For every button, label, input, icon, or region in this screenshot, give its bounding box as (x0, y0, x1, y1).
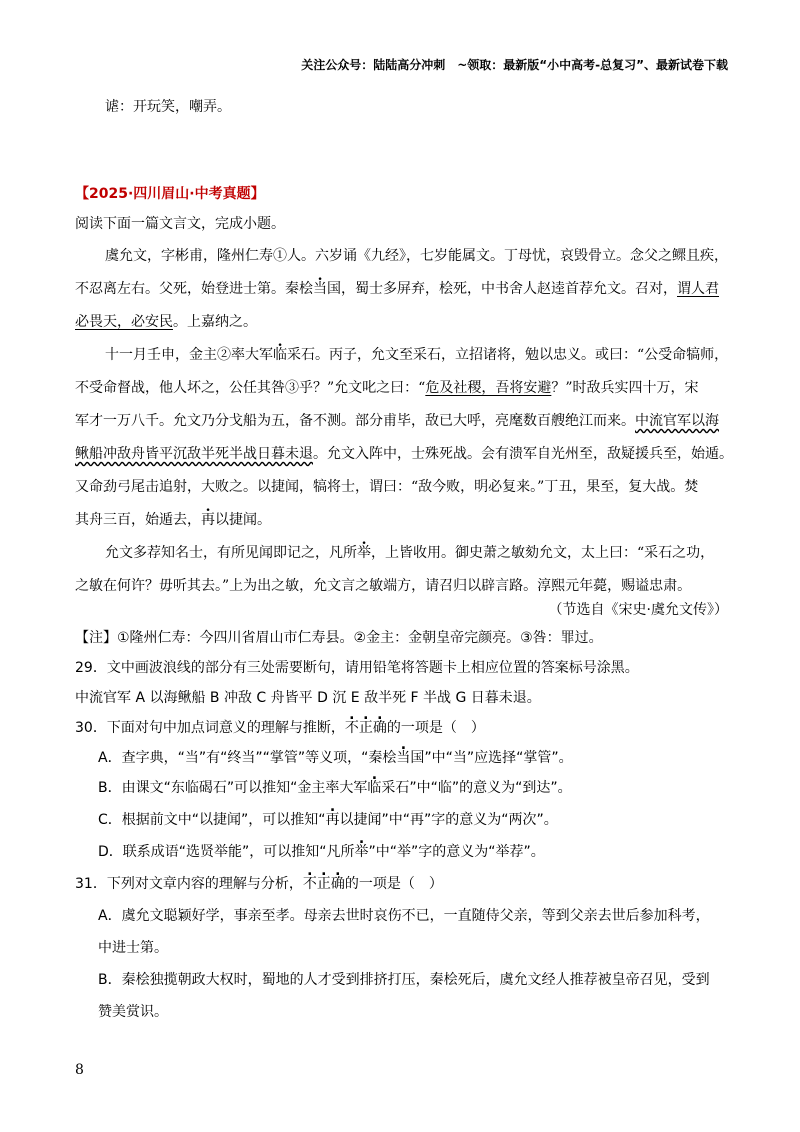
passage-line: 军才一万八千。允文乃分戈船为五，备不测。部分甫毕，敌已大呼，亮麾数百艘绝江而来。中流官军以海 (75, 413, 719, 429)
dotted-char: 再 (201, 512, 215, 528)
question-29-stem: 29．文中画波浪线的部分有三处需要断句，请用铅笔将答题卡上相应位置的答案标号涂黑。 (75, 660, 639, 676)
passage-line: 之敏在何许？毋听其去。”上为出之敏，允文言之敏端方，请召归以辟言路。淳熙元年薨，赐谥忠肃。 (75, 578, 692, 594)
question-31-stem: 31．下列对文章内容的理解与分析，不正确的一项是（ ） (75, 876, 443, 892)
notes: 【注】①隆州仁寿：今四川省眉山市仁寿县。②金主：金朝皇帝完颜亮。③咎：罪过。 (75, 630, 603, 646)
underlined-sentence: 谓人君 (677, 281, 719, 297)
question-30-option-a: A．查字典，“当”有“终当”“掌管”等义项，“秦桧当国”中“当”应选择“掌管”。 (98, 750, 573, 766)
passage-line: 不受命督战，他人坏之，公任其咎③乎？”允文叱之曰：“危及社稷，吾将安避？”时敌兵实四十万，宋 (75, 380, 699, 396)
question-31-option-a-cont: 中进士第。 (98, 940, 168, 956)
question-29-text: 中流官军 A 以海鳅船 B 冲敌 C 舟皆平 D 沉 E 敌半死 F 半战 G 日暮未退。 (75, 690, 541, 706)
question-31-option-b: B．秦桧独揽朝政大权时，蜀地的人才受到排挤打压，秦桧死后，虞允文经人推荐被皇帝召见，受到 (98, 972, 710, 988)
passage-line: 其舟三百，始遁去，再以捷闻。 (75, 512, 271, 528)
page-header: 关注公众号：陆陆高分冲刺 ~领取：最新版“小中高考-总复习”、最新试卷下载 (301, 58, 728, 72)
dotted-char: 临 (273, 347, 287, 363)
passage-line: 不忍离左右。父死，始登进士第。秦桧当国，蜀士多屏弃，桧死，中书舍人赵逵首荐允文。召对，谓人君 (75, 281, 719, 297)
question-30-option-d: D．联系成语“选贤举能”，可以推知“凡所举”中“举”字的意义为“举荐”。 (98, 844, 545, 860)
previous-note: 谑：开玩笑，嘲弄。 (105, 99, 231, 115)
source-tag: 【2025·四川眉山·中考真题】 (75, 186, 265, 202)
question-31-option-b-cont: 赞美赏识。 (98, 1004, 168, 1020)
question-30-option-b: B．由课文“东临碣石”可以推知“金主率大军临采石”中“临”的意义为“到达”。 (98, 780, 572, 796)
page-number: 8 (75, 1062, 84, 1078)
dotted-char: 当 (313, 281, 327, 297)
question-30-stem: 30．下面对句中加点词意义的理解与推断，不正确的一项是（ ） (75, 720, 485, 736)
passage-line: 虞允文，字彬甫，隆州仁寿①人。六岁诵《九经》，七岁能属文。丁母忧，哀毁骨立。念父之鳏且疾， (105, 248, 728, 264)
passage-line: 十一月壬申，金主②率大军临采石。丙子，允文至采石，立招诸将，勉以忠义。或曰：“公受命犒师， (105, 347, 729, 363)
question-30-option-c: C．根据前文中“以捷闻”，可以推知“再以捷闻”中“再”字的意义为“两次”。 (98, 812, 558, 828)
passage-line: 又命劲弓尾击追射，大败之。以捷闻，犒将士，谓曰：“敌今败，明必复来。”丁丑，果至，复大战。焚 (75, 479, 699, 495)
underlined-sentence: 必畏天，必安民 (75, 314, 173, 330)
passage-line: 允文多荐知名士，有所见闻即记之，凡所举，上皆收用。御史萧之敏劾允文，太上曰：“采石之功， (105, 545, 715, 561)
passage-line: 鳅船冲敌舟皆平沉敌半死半战日暮未退。允文入阵中，士殊死战。会有溃军自光州至，敌疑援兵至，始遁。 (75, 446, 733, 462)
question-31-option-a: A．虞允文聪颖好学，事亲至孝。母亲去世时哀伤不已，一直随侍父亲，等到父亲去世后参加科考， (98, 908, 710, 924)
underlined-sentence: 危及社稷，吾将安避 (425, 380, 552, 396)
wavy-underlined-text: 鳅船冲敌舟皆平沉敌半死半战日暮未退 (75, 446, 313, 462)
dotted-char: 举 (357, 545, 371, 561)
source-citation: （节选自《宋史·虞允文传》） (548, 602, 728, 618)
passage-line: 必畏天，必安民。上嘉纳之。 (75, 314, 257, 330)
wavy-underlined-text: 中流官军以海 (635, 413, 719, 429)
instruction: 阅读下面一篇文言文，完成小题。 (75, 216, 285, 232)
